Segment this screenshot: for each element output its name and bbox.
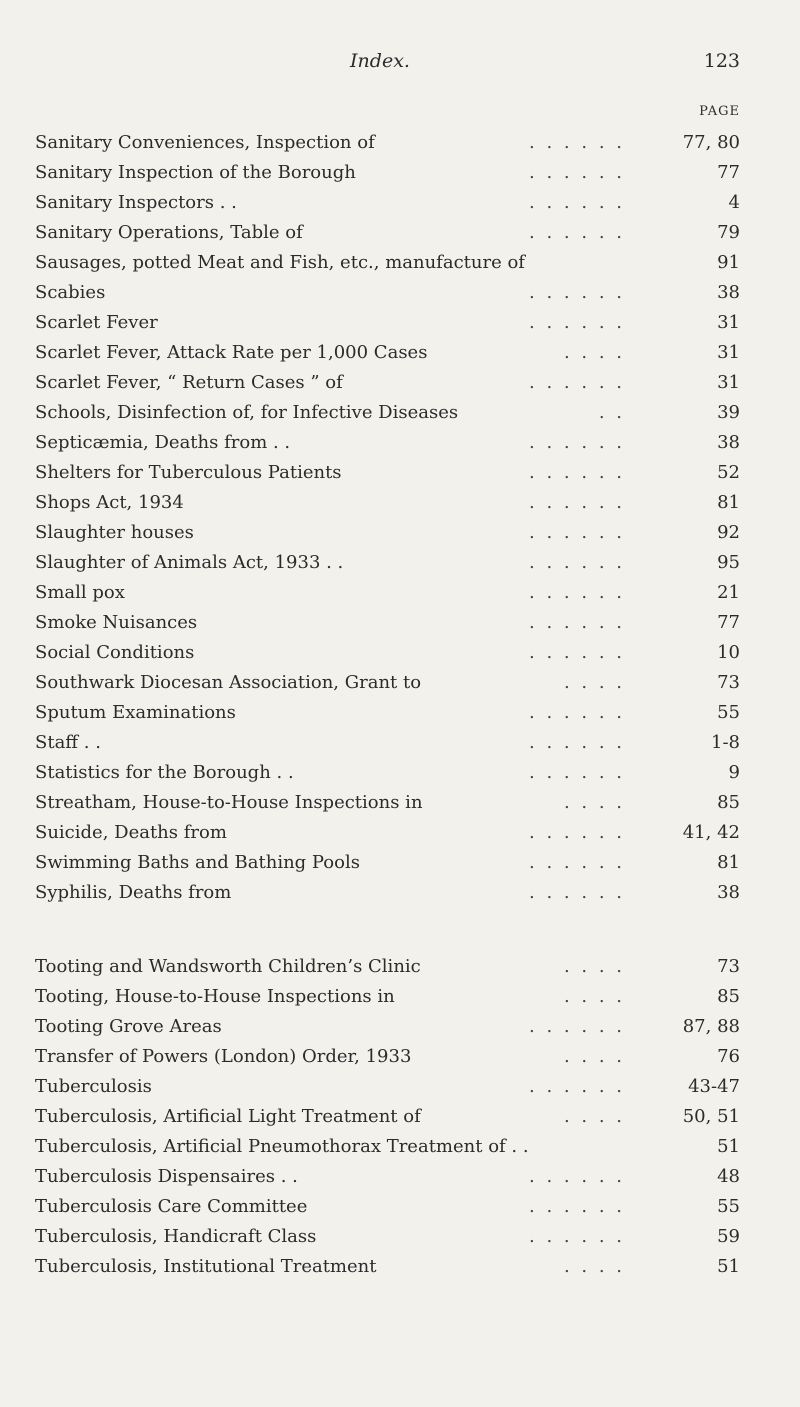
entry-page-ref: 73 <box>717 956 740 977</box>
entry-label: Suicide, Deaths from <box>35 822 227 843</box>
entry-label: Tuberculosis Dispensaires . . <box>35 1166 298 1187</box>
entry-page-ref: 50, 51 <box>682 1106 740 1127</box>
entry-label: Tuberculosis, Artificial Light Treatment of <box>35 1106 421 1127</box>
entry-page-ref: 4 <box>728 192 740 213</box>
entry-leader-dots: . . . . . . <box>529 462 625 483</box>
entry-leader-dots: . . . . . . <box>529 222 625 243</box>
entry-label: Social Conditions <box>35 642 195 663</box>
entry-leader-dots: . . . . . . <box>529 642 625 663</box>
entry-label: Streatham, House-to-House Inspections in <box>35 792 423 813</box>
running-header-title: Index. <box>350 50 410 72</box>
index-entry <box>35 952 740 982</box>
entry-leader-dots: . . . . . . <box>529 372 625 393</box>
index-entry <box>35 1102 740 1132</box>
entry-leader-dots: . . . . . . <box>529 762 625 783</box>
entry-page-ref: 31 <box>717 312 740 333</box>
entry-page-ref: 38 <box>717 282 740 303</box>
page-column-heading: PAGE <box>699 104 740 119</box>
entry-label: Statistics for the Borough . . <box>35 762 294 783</box>
index-group-t <box>35 952 740 1282</box>
entry-label: Swimming Baths and Bathing Pools <box>35 852 360 873</box>
entry-label: Southwark Diocesan Association, Grant to <box>35 672 422 693</box>
entry-label: Tooting Grove Areas <box>35 1016 222 1037</box>
entry-page-ref: 1-8 <box>711 732 740 753</box>
entry-leader-dots: . . . . . . <box>529 162 625 183</box>
index-entry <box>35 668 740 698</box>
entry-label: Transfer of Powers (London) Order, 1933 <box>35 1046 412 1067</box>
entry-label: Tuberculosis, Institutional Treatment <box>35 1256 377 1277</box>
entry-label: Sanitary Inspection of the Borough <box>35 162 356 183</box>
entry-leader-dots: . . . . . . <box>529 132 625 153</box>
entry-label: Slaughter of Animals Act, 1933 . . <box>35 552 344 573</box>
entry-label: Slaughter houses <box>35 522 194 543</box>
entry-page-ref: 10 <box>717 642 740 663</box>
index-entry <box>35 458 740 488</box>
entry-leader-dots: . . . . . . <box>529 432 625 453</box>
entry-leader-dots: . . . . . . <box>529 1016 625 1037</box>
index-entry <box>35 1012 740 1042</box>
entry-page-ref: 51 <box>717 1136 740 1157</box>
entry-page-ref: 92 <box>717 522 740 543</box>
entry-page-ref: 77 <box>717 162 740 183</box>
index-entry <box>35 368 740 398</box>
entry-page-ref: 21 <box>717 582 740 603</box>
index-entry <box>35 308 740 338</box>
entry-page-ref: 81 <box>717 852 740 873</box>
entry-leader-dots: . . . . . . <box>529 312 625 333</box>
entry-page-ref: 51 <box>717 1256 740 1277</box>
entry-page-ref: 31 <box>717 372 740 393</box>
index-entry <box>35 1192 740 1222</box>
entry-page-ref: 38 <box>717 882 740 903</box>
entry-page-ref: 55 <box>717 702 740 723</box>
entry-leader-dots: . . . . . . <box>529 882 625 903</box>
entry-label: Tuberculosis <box>35 1076 152 1097</box>
entry-label: Small pox <box>35 582 125 603</box>
page-number: 123 <box>703 50 740 72</box>
entry-leader-dots: . . . . . . <box>529 522 625 543</box>
entry-leader-dots: . . . . . . <box>529 822 625 843</box>
entry-page-ref: 55 <box>717 1196 740 1217</box>
entry-page-ref: 59 <box>717 1226 740 1247</box>
entry-page-ref: 39 <box>717 402 740 423</box>
entry-leader-dots: . . . . <box>563 1106 625 1127</box>
index-entry <box>35 518 740 548</box>
entry-leader-dots: . . . . . . <box>529 1196 625 1217</box>
index-entry <box>35 818 740 848</box>
entry-label: Septicæmia, Deaths from . . <box>35 432 291 453</box>
entry-page-ref: 95 <box>717 552 740 573</box>
entry-leader-dots: . . . . . . <box>529 612 625 633</box>
index-entry <box>35 1252 740 1282</box>
index-entry <box>35 248 740 278</box>
entry-label: Tuberculosis, Artificial Pneumothorax Treatment of . . <box>35 1136 529 1157</box>
index-entry <box>35 1072 740 1102</box>
entry-page-ref: 48 <box>717 1166 740 1187</box>
entry-leader-dots: . . . . <box>563 342 625 363</box>
entry-leader-dots: . . . . <box>563 1046 625 1067</box>
entry-label: Scarlet Fever, “ Return Cases ” of <box>35 372 343 393</box>
index-entry <box>35 788 740 818</box>
entry-label: Tooting and Wandsworth Children’s Clinic <box>35 956 421 977</box>
entry-leader-dots: . . . . . . <box>529 552 625 573</box>
entry-leader-dots: . . . . . . <box>529 282 625 303</box>
entry-page-ref: 38 <box>717 432 740 453</box>
entry-leader-dots: . . . . <box>563 956 625 977</box>
entry-label: Tuberculosis Care Committee <box>35 1196 308 1217</box>
entry-label: Scarlet Fever <box>35 312 158 333</box>
index-entry <box>35 278 740 308</box>
entry-leader-dots: . . . . <box>563 986 625 1007</box>
entry-label: Tooting, House-to-House Inspections in <box>35 986 395 1007</box>
entry-page-ref: 85 <box>717 792 740 813</box>
entry-page-ref: 9 <box>728 762 740 783</box>
entry-page-ref: 77, 80 <box>682 132 740 153</box>
entry-leader-dots: . . . . . . <box>529 732 625 753</box>
index-entry <box>35 848 740 878</box>
index-group-s <box>35 128 740 908</box>
entry-label: Scarlet Fever, Attack Rate per 1,000 Cases <box>35 342 428 363</box>
index-entry <box>35 1222 740 1252</box>
entry-leader-dots: . . . . <box>563 672 625 693</box>
entry-page-ref: 43-47 <box>688 1076 740 1097</box>
entry-page-ref: 81 <box>717 492 740 513</box>
entry-page-ref: 77 <box>717 612 740 633</box>
entry-leader-dots: . . . . . . <box>529 492 625 513</box>
entry-label: Smoke Nuisances <box>35 612 198 633</box>
index-entry <box>35 878 740 908</box>
entry-page-ref: 91 <box>717 252 740 273</box>
entry-leader-dots: . . . . . . <box>529 1166 625 1187</box>
index-entry <box>35 488 740 518</box>
entry-leader-dots: . . . . . . <box>529 852 625 873</box>
entry-label: Sausages, potted Meat and Fish, etc., manufacture of <box>35 252 525 273</box>
entry-leader-dots: . . . . . . <box>529 1076 625 1097</box>
index-entry <box>35 728 740 758</box>
entry-label: Shops Act, 1934 <box>35 492 184 513</box>
entry-label: Syphilis, Deaths from <box>35 882 232 903</box>
entry-page-ref: 52 <box>717 462 740 483</box>
index-entry <box>35 548 740 578</box>
entry-page-ref: 79 <box>717 222 740 243</box>
index-entry <box>35 398 740 428</box>
entry-label: Sanitary Operations, Table of <box>35 222 303 243</box>
index-entry <box>35 1132 740 1162</box>
index-entry <box>35 638 740 668</box>
entry-page-ref: 85 <box>717 986 740 1007</box>
entry-leader-dots: . . . . . . <box>529 1226 625 1247</box>
entry-label: Scabies <box>35 282 106 303</box>
entry-label: Tuberculosis, Handicraft Class <box>35 1226 317 1247</box>
index-entry <box>35 1042 740 1072</box>
entry-leader-dots: . . . . <box>563 792 625 813</box>
entry-label: Schools, Disinfection of, for Infective Diseases <box>35 402 459 423</box>
entry-leader-dots: . . . . . . <box>529 192 625 213</box>
index-entry <box>35 338 740 368</box>
index-entry <box>35 608 740 638</box>
index-entry <box>35 758 740 788</box>
entry-leader-dots: . . . . <box>563 1256 625 1277</box>
index-entry <box>35 1162 740 1192</box>
entry-page-ref: 87, 88 <box>682 1016 740 1037</box>
entry-page-ref: 73 <box>717 672 740 693</box>
index-entry <box>35 158 740 188</box>
index-entry <box>35 128 740 158</box>
entry-leader-dots: . . . . . . <box>529 702 625 723</box>
index-entry <box>35 578 740 608</box>
index-entry <box>35 218 740 248</box>
index-entry <box>35 188 740 218</box>
entry-label: Sanitary Conveniences, Inspection of <box>35 132 375 153</box>
entry-page-ref: 31 <box>717 342 740 363</box>
index-entry <box>35 428 740 458</box>
index-entry <box>35 982 740 1012</box>
entry-label: Staff . . <box>35 732 101 753</box>
entry-label: Sputum Examinations <box>35 702 236 723</box>
entry-leader-dots: . . . . . . <box>529 582 625 603</box>
entry-label: Sanitary Inspectors . . <box>35 192 237 213</box>
entry-page-ref: 76 <box>717 1046 740 1067</box>
index-entry <box>35 698 740 728</box>
entry-leader-dots: . . <box>598 402 625 423</box>
entry-label: Shelters for Tuberculous Patients <box>35 462 342 483</box>
entry-page-ref: 41, 42 <box>682 822 740 843</box>
